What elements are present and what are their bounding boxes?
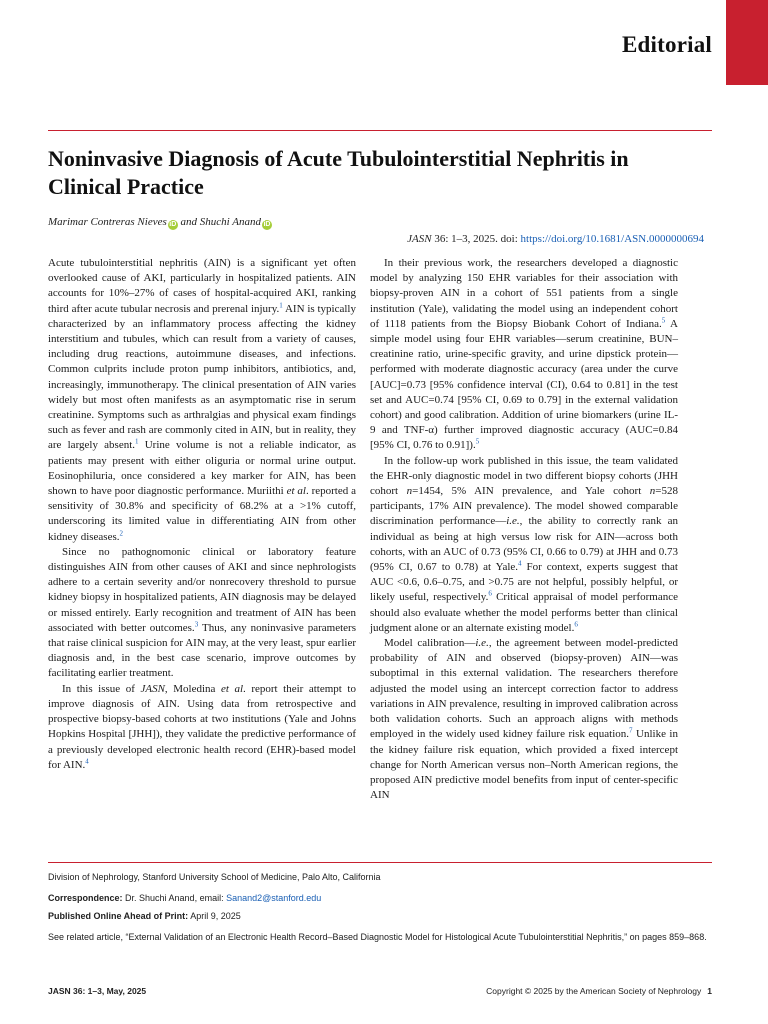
- doi-link[interactable]: https://doi.org/10.1681/ASN.0000000694: [520, 233, 704, 245]
- reference-link[interactable]: 5: [475, 437, 480, 446]
- author-name[interactable]: Marimar Contreras Nieves: [48, 216, 167, 228]
- footnote-divider: [48, 862, 712, 863]
- citation-journal: JASN: [407, 233, 432, 245]
- reference-link[interactable]: 4: [518, 559, 522, 568]
- reference-link[interactable]: 1: [135, 437, 139, 446]
- journal-issue: JASN 36: 1–3, May, 2025: [48, 986, 147, 996]
- author-conjunction: and: [180, 216, 198, 228]
- article-title: Noninvasive Diagnosis of Acute Tubulointerstitial Nephritis in Clinical Practice: [48, 146, 629, 199]
- paragraph: In the follow-up work published in this issue, the team validated the EHR-only diagnostic model in two different biopsy cohorts (JHH cohort n=1454, 5% AIN prevalence, and Yale cohort n=528 participants, 17% AIN prevalence). The model showed comparable discrimination performance—i.e., the ability to correctly rank an individual as being at high versus low risk for AIN—across both cohorts, with an AUC of 0.73 (95% CI, 0.66 to 0.79) at JHH and 0.73 (95% CI, 0.67 to 0.78) at Yale.$^4$ For context, experts suggest that AUC <0.6, 0.6–0.75, and >0.75 are not helpful, possibly helpful, or likely useful, respectively.$^6$ Critical appraisal of model performance should also evaluate whether the model performs better than clinical judgment alone or an alternate existing model.$^6$: [370, 454, 678, 634]
- paragraph: In this issue of JASN, Moledina et al. report their attempt to improve diagnosis of AIN. Using data from retrospective and prospective biopsy-based cohorts at two institutions (Yale and Johns Hopkins Hospital [JHH]), they validate the predictive performance of a previously developed electronic health record (EHR)-based model for AIN.$^4$: [48, 682, 356, 771]
- reference-link[interactable]: 1: [279, 300, 283, 309]
- reference-link[interactable]: 3: [194, 620, 199, 629]
- reference-link[interactable]: 6: [488, 589, 492, 598]
- right-column: [370, 256, 678, 803]
- copyright-line: Copyright © 2025 by the American Society of Nephrology 1: [486, 986, 712, 996]
- paragraph: Since no pathognomonic clinical or laboratory feature distinguishes AIN from other causes of AKI and since nephrologists adhere to a certain severity and/or nonrecovery threshold to pursue kidney biopsy in hospitalized patients, AIN diagnosis may be delayed or missed entirely. Early recognition and treatment of AIN has been associated with better outcomes.$^3$ Thus, any noninvasive parameters that raise clinical suspicion for AIN may, at the very least, spur earlier diagnosis and, in the best case scenario, improve outcomes by facilitating earlier treatment.: [48, 545, 356, 680]
- header-divider: [48, 130, 712, 131]
- reference-link[interactable]: 5: [661, 316, 666, 325]
- orcid-icon[interactable]: iD: [169, 221, 177, 228]
- paragraph: Model calibration—i.e., the agreement between model-predicted probability of AIN and observed (biopsy-proven) AIN—was suboptimal in this external validation. The researchers therefore adjusted the model using an intercept correction factor to address variations in AIN prevalence, resulting in improved calibration across both validation cohorts. Such an approach aligns with methods employed in the widely used kidney failure risk equation.$^7$ Unlike in the kidney failure risk equation, which provided a fixed intercept change for North American versus non–North American regions, the proposed AIN predictive model benefits from input of center-specific AIN: [370, 637, 678, 802]
- reference-link[interactable]: 2: [119, 529, 123, 537]
- citation-line: [407, 233, 704, 245]
- paragraph: Acute tubulointerstitial nephritis (AIN) is a significant yet often overlooked cause of AKI, particularly in hospitalized patients. AIN accounts for 10%–27% of cases of hospital-acquired AKI, ranking third after acute tubular necrosis and prerenal injury.$^1$ AIN is typically characterized by an inflammatory process affecting the kidney interstitium and tubules, which can result from a variety of causes, including drug reactions, autoimmune diseases, and infections. Common culprits include proton pump inhibitors, antibiotics, and, increasingly, immunotherapy. The clinical presentation of AIN varies widely but most often manifests as an asymptomatic rise in serum creatinine. Symptoms such as arthralgias and physical exam findings such as fever and rash are commonly cited in AIN, but in reality, they are largely absent.$^1$ Urine volume is not a reliable indicator, as patients may present with either oliguria or normal urine output. Eosinophiluria, once considered a key marker for AIN, has been shown to have poor diagnostic performance. Muriithi et al. reported a sensitivity of 30.8% and specificity of 68.2% at a >1% cutoff, underscoring its limited value in differentiating AIN from other kidney diseases.$^2$: [48, 257, 356, 543]
- email-link[interactable]: Sanand2@stanford.edu: [226, 893, 322, 903]
- orcid-icon[interactable]: iD: [263, 221, 271, 228]
- section-label: Editorial: [622, 32, 712, 57]
- paragraph: In their previous work, the researchers developed a diagnostic model by analyzing 150 EHR variables for their association with biopsy-proven AIN in a cohort of 551 patients from a single institution (Yale), validating the model using an independent cohort of 1118 patients from the Biopsy Biobank Cohort of Indiana.$^5$ A simple model using four EHR variables—serum creatinine, BUN–creatinine ratio, urine-specific gravity, and urine dipstick protein—performed with moderate diagnostic accuracy (area under the curve [AUC]=0.73 [95% confidence interval (CI), 0.64 to 0.81] in the test set and AUC=0.74 [95% CI, 0.69 to 0.79] in the external validation cohort) and good calibration. Addition of urine biomarkers (urine IL-9 and TNF-α) further improved diagnostic accuracy (AUC=0.84 [95% CI, 0.76 to 0.91]).$^5$: [370, 257, 678, 452]
- reference-link[interactable]: 6: [574, 620, 578, 629]
- reference-link[interactable]: 7: [629, 726, 633, 735]
- left-column: [48, 256, 356, 773]
- related-article-note: See related article, “External Validation of an Electronic Health Record–Based Diagnostic Model for Histological Acute Tubulointerstitial Nephritis,” on pages 859–868.: [48, 932, 707, 942]
- publication-date: Published Online Ahead of Print: April 9, 2025: [48, 911, 241, 921]
- author-list: [48, 216, 272, 230]
- citation-volume: 36: 1–3, 2025. doi:: [434, 233, 518, 245]
- correspondence: Correspondence: Dr. Shuchi Anand, email: Sanand2@stanford.edu: [48, 893, 322, 903]
- affiliation: Division of Nephrology, Stanford University School of Medicine, Palo Alto, California: [48, 872, 381, 882]
- page-number: 1: [707, 986, 712, 996]
- reference-link[interactable]: 4: [85, 757, 89, 766]
- section-color-tab: [726, 0, 768, 85]
- author-name[interactable]: Shuchi Anand: [199, 216, 261, 228]
